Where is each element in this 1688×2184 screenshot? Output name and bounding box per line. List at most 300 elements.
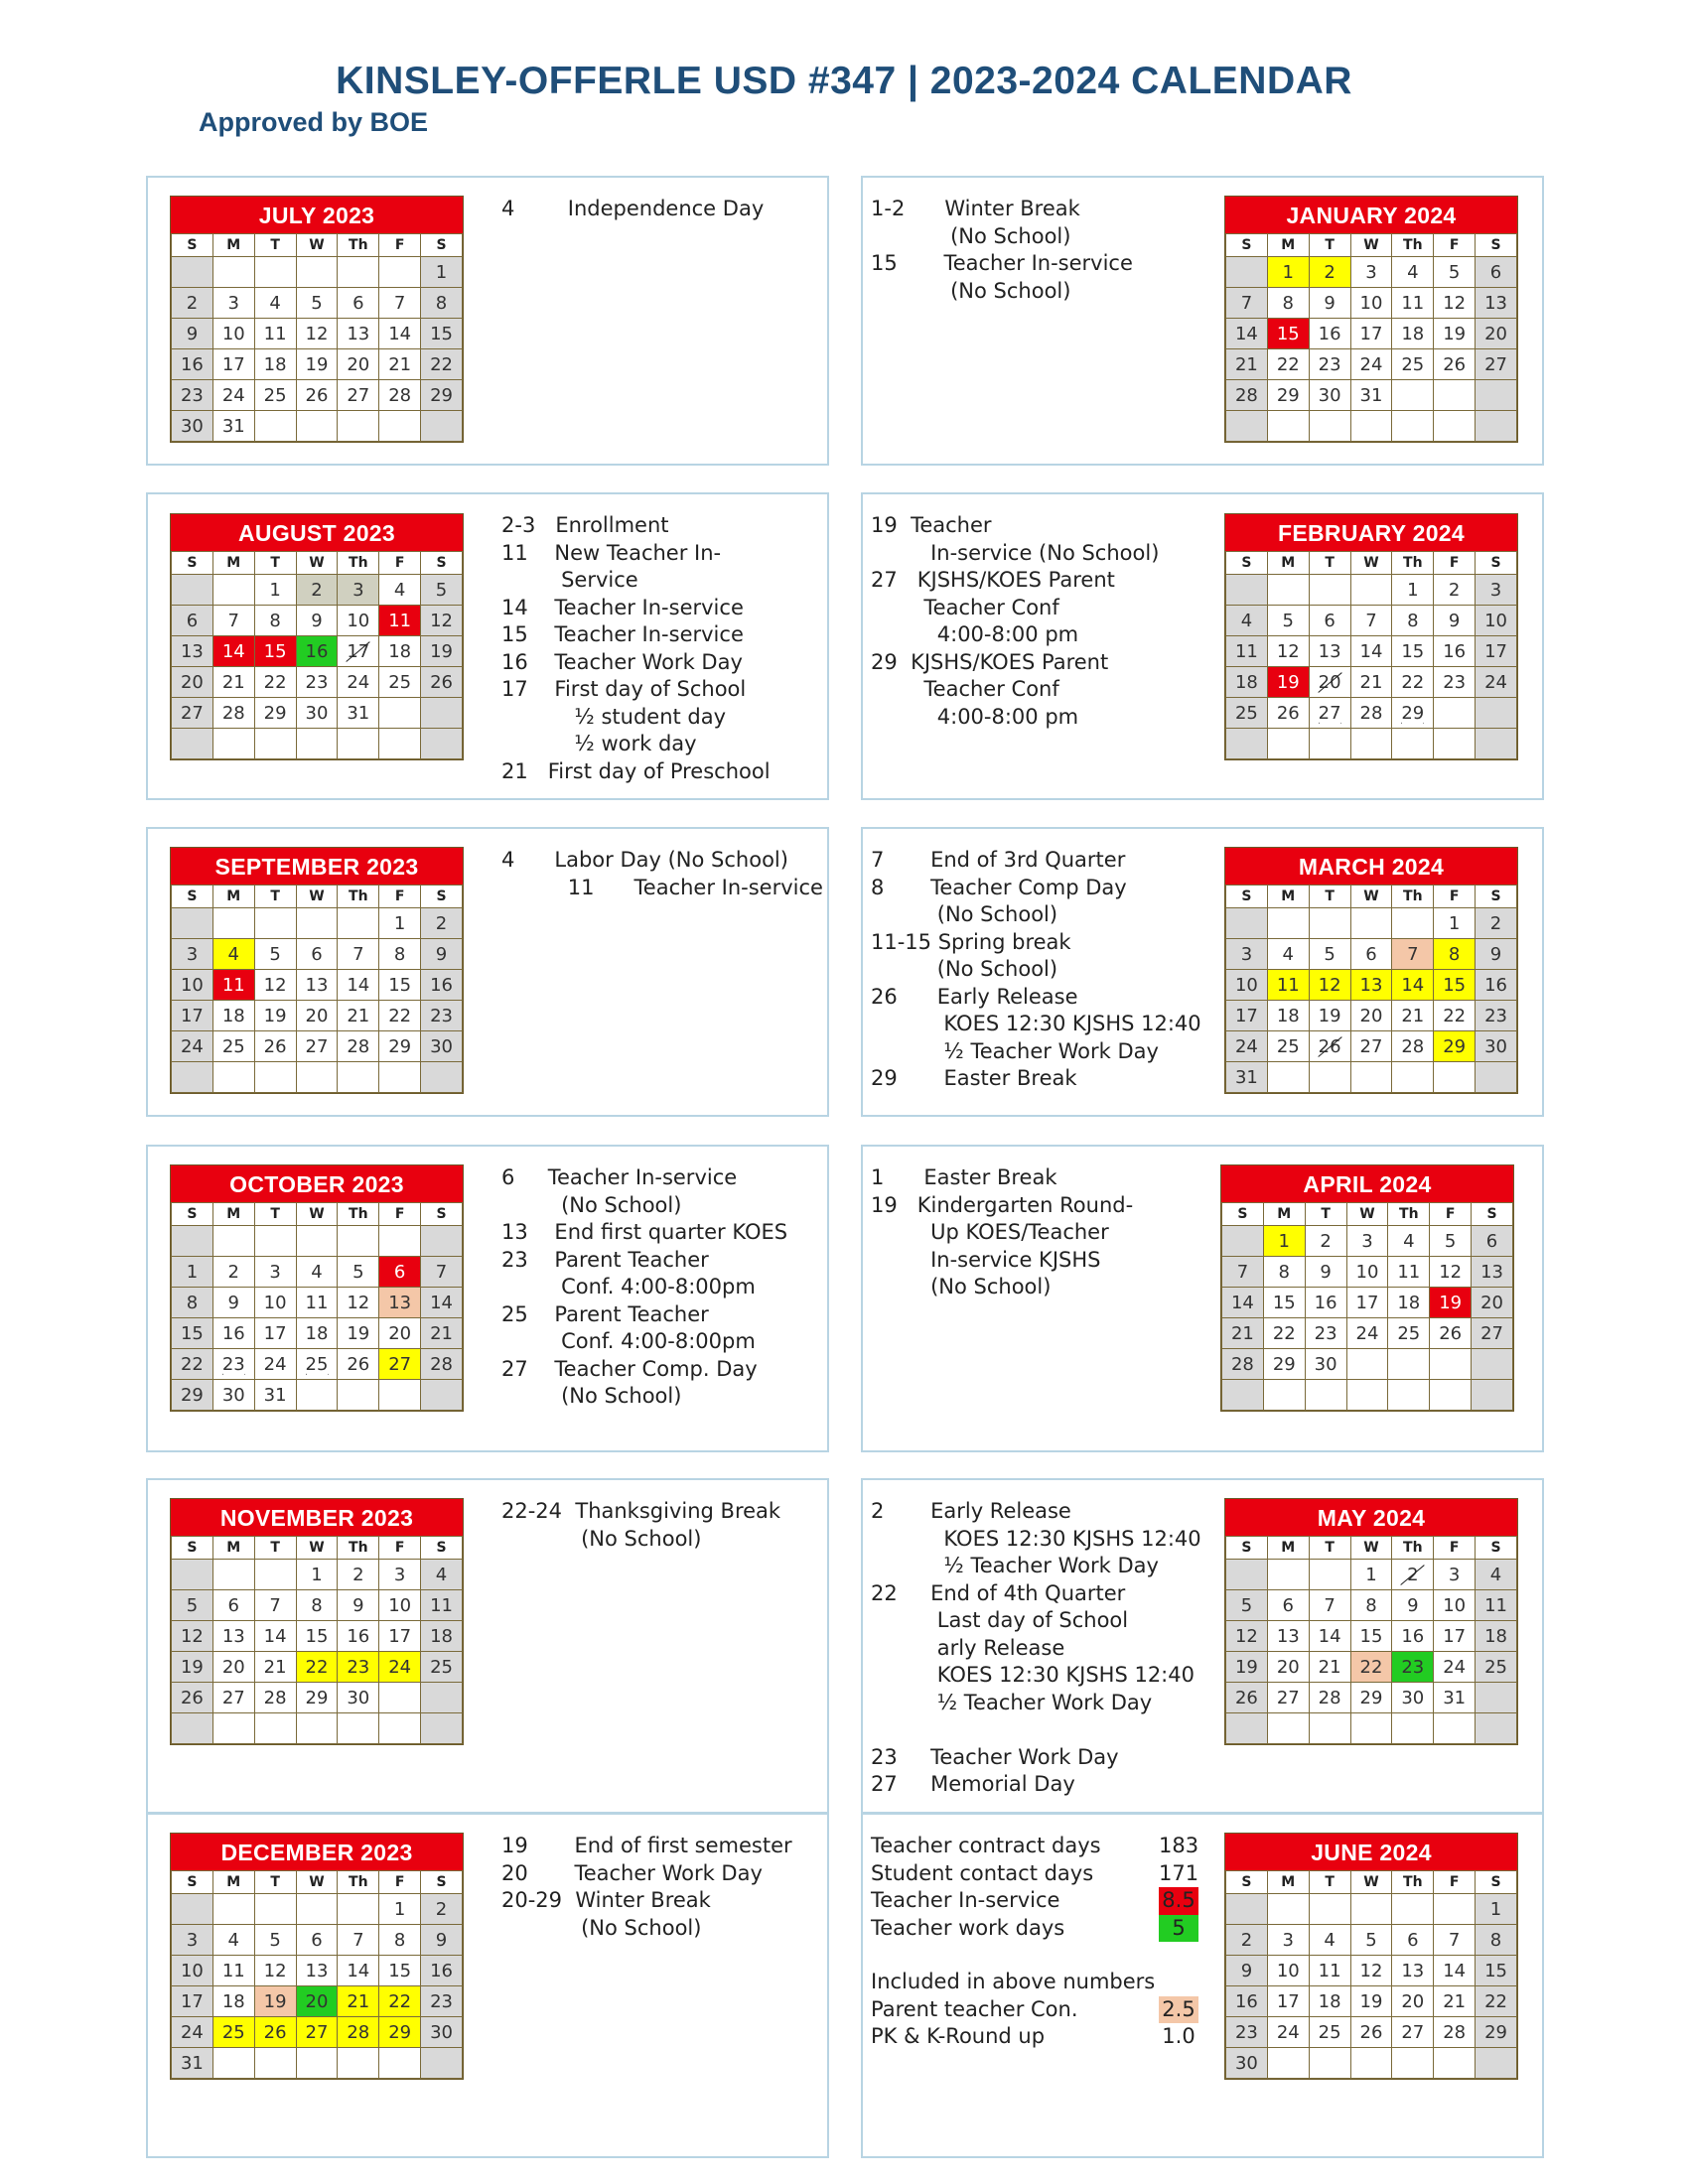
day-cell: 11 [1309, 1956, 1350, 1986]
notes-march [871, 847, 1201, 1093]
note-line: arly Release [871, 1635, 1065, 1660]
day-cell: 21 [1309, 1652, 1350, 1683]
weekday-header: S [421, 552, 463, 575]
day-cell: 8 [172, 1288, 213, 1318]
day-cell: 15 [379, 970, 421, 1001]
weekday-header: S [421, 1537, 463, 1560]
note-line: Conf. 4:00-8:00pm [501, 1275, 756, 1298]
day-cell: 27 [1267, 1683, 1309, 1713]
note-line: In-service KJSHS [871, 1247, 1101, 1272]
day-cell: 13 [296, 1956, 338, 1986]
day-count-summary [871, 1833, 1198, 2051]
day-cell: 16 [212, 1318, 254, 1349]
day-cell: 20 [1472, 1288, 1513, 1318]
day-cell: 19 [1309, 1001, 1350, 1031]
note-line: 7 End of 3rd Quarter [871, 848, 1126, 872]
note-line: 29 KJSHS/KOES Parent [871, 649, 1109, 674]
weekday-header: W [296, 1871, 338, 1894]
day-cell [1476, 380, 1517, 411]
day-cell: 3 [1476, 575, 1517, 606]
day-cell: 26 [1430, 1318, 1472, 1349]
page-subtitle: Approved by BOE [199, 107, 429, 137]
day-cell: 13 [1392, 1956, 1434, 1986]
day-cell: 28 [1309, 1683, 1350, 1713]
day-cell: 30 [338, 1683, 379, 1713]
day-cell: 21 [1392, 1001, 1434, 1031]
day-cell: 12 [1226, 1621, 1268, 1652]
day-cell: 4 [1388, 1226, 1430, 1257]
day-cell: 12 [1430, 1257, 1472, 1288]
note-line: In-service (No School) [871, 540, 1160, 565]
day-cell [1226, 1894, 1268, 1925]
day-cell [1476, 1683, 1517, 1713]
day-cell [296, 1713, 338, 1744]
day-cell: 31 [338, 698, 379, 729]
note-line: KOES 12:30 KJSHS 12:40 [871, 1012, 1201, 1035]
day-cell [1392, 908, 1434, 939]
weekday-header: M [1267, 552, 1309, 575]
day-cell: 19 [1226, 1652, 1268, 1683]
calendar-november-2023 [170, 1498, 464, 1745]
day-cell [379, 1226, 421, 1257]
month-title: AUGUST 2023 [171, 514, 463, 551]
summary-row [871, 1833, 1198, 1860]
day-cell: 15 [1267, 319, 1309, 349]
day-cell: 9 [1309, 288, 1350, 319]
day-cell: 10 [1476, 606, 1517, 636]
day-cell [1476, 1713, 1517, 1744]
month-title: JULY 2023 [171, 197, 463, 233]
day-cell [296, 1380, 338, 1411]
day-cell: 1 [1476, 1894, 1517, 1925]
day-cell: 1 [379, 1894, 421, 1925]
day-cell: 31 [1434, 1683, 1476, 1713]
note-line: 14 Teacher In-service [501, 595, 744, 619]
day-cell: 31 [254, 1380, 296, 1411]
day-cell [1346, 1380, 1388, 1411]
day-cell [1392, 1062, 1434, 1093]
day-cell: 8 [1434, 939, 1476, 970]
day-cell: 27 [1476, 349, 1517, 380]
day-cell: 18 [1226, 667, 1268, 698]
month-title: NOVEMBER 2023 [171, 1499, 463, 1536]
day-cell [338, 1062, 379, 1093]
note-line: Teacher Conf [871, 595, 1059, 619]
day-cell: 9 [212, 1288, 254, 1318]
day-cell [1222, 1380, 1264, 1411]
day-cell: 31 [1350, 380, 1392, 411]
day-cell [1388, 1349, 1430, 1380]
day-cell: 20 [338, 349, 379, 380]
weekday-header: T [254, 886, 296, 908]
day-cell [1222, 1226, 1264, 1257]
day-cell: 20 [379, 1318, 421, 1349]
day-cell: 28 [379, 380, 421, 411]
day-cell: 4 [421, 1560, 463, 1590]
month-title: SEPTEMBER 2023 [171, 848, 463, 885]
day-cell [1226, 411, 1268, 442]
weekday-header: W [296, 1537, 338, 1560]
day-cell [172, 1560, 213, 1590]
day-cell: 12 [254, 970, 296, 1001]
note-line: 26 Early Release [871, 984, 1078, 1009]
day-cell: 23 [421, 1001, 463, 1031]
day-cell [172, 1226, 213, 1257]
day-cell [338, 908, 379, 939]
day-cell: 25 [254, 380, 296, 411]
day-cell: 7 [1309, 1590, 1350, 1621]
day-cell [421, 1062, 463, 1093]
day-cell: 27 [172, 698, 213, 729]
weekday-header: F [379, 886, 421, 908]
day-cell: 9 [1392, 1590, 1434, 1621]
day-cell [1267, 1062, 1309, 1093]
note-line: ½ Teacher Work Day [871, 1554, 1159, 1577]
day-cell: 5 [172, 1590, 213, 1621]
day-cell: 13 [1472, 1257, 1513, 1288]
day-cell: 27 [1392, 2017, 1434, 2048]
day-cell [338, 257, 379, 288]
summary-value: 8.5 [1159, 1887, 1198, 1915]
day-cell: 19 [1434, 319, 1476, 349]
weekday-header: M [212, 1203, 254, 1226]
weekday-header: S [1226, 234, 1268, 257]
note-line: 20-29 Winter Break [501, 1888, 711, 1912]
calendar-july-2023 [170, 196, 464, 443]
day-cell: 28 [338, 1031, 379, 1062]
day-cell [421, 698, 463, 729]
note-line: 19 End of first semester [501, 1834, 792, 1857]
day-cell [296, 257, 338, 288]
day-cell: 29 [379, 2017, 421, 2048]
day-cell: 7 [1350, 606, 1392, 636]
day-cell: 21 [338, 1986, 379, 2017]
day-cell: 18 [254, 349, 296, 380]
day-cell: 28 [338, 2017, 379, 2048]
day-cell: 2 [1309, 257, 1350, 288]
day-cell: 12 [296, 319, 338, 349]
day-cell: 15 [1263, 1288, 1305, 1318]
day-cell: 31 [1226, 1062, 1268, 1093]
day-cell [1472, 1380, 1513, 1411]
day-cell: 8 [1350, 1590, 1392, 1621]
day-cell [1476, 698, 1517, 729]
day-cell [172, 908, 213, 939]
note-line: ½ Teacher Work Day [871, 1038, 1159, 1063]
weekday-header: T [254, 234, 296, 257]
day-cell [1350, 411, 1392, 442]
notes-october [501, 1164, 787, 1411]
day-cell: 30 [1392, 1683, 1434, 1713]
note-line: 11 Teacher In-service [501, 875, 823, 899]
day-cell: 16 [296, 636, 338, 667]
weekday-header: Th [1392, 234, 1434, 257]
day-cell: 27 [338, 380, 379, 411]
day-cell: 9 [421, 939, 463, 970]
day-cell: 5 [1430, 1226, 1472, 1257]
day-cell: 2 [421, 908, 463, 939]
note-line: 4:00-8:00 pm [871, 622, 1079, 646]
day-cell: 12 [1309, 970, 1350, 1001]
day-cell: 17 [338, 636, 379, 667]
day-cell: 25 [379, 667, 421, 698]
day-cell: 17 [1434, 1621, 1476, 1652]
weekday-header: T [1309, 1871, 1350, 1894]
month-title: FEBRUARY 2024 [1225, 514, 1517, 551]
notes-september [501, 847, 823, 901]
weekday-header: T [1309, 234, 1350, 257]
weekday-header: F [379, 552, 421, 575]
day-cell [421, 729, 463, 759]
note-line: (No School) [501, 1915, 702, 1940]
day-cell: 25 [212, 2017, 254, 2048]
summary-row [871, 1887, 1198, 1915]
day-cell: 15 [172, 1318, 213, 1349]
day-cell: 6 [1267, 1590, 1309, 1621]
day-cell: 25 [296, 1349, 338, 1380]
day-cell: 29 [1434, 1031, 1476, 1062]
note-line: 15 Teacher In-service [871, 251, 1133, 275]
note-line: ½ work day [501, 732, 697, 755]
day-cell: 9 [1226, 1956, 1268, 1986]
day-cell: 28 [254, 1683, 296, 1713]
day-cell: 8 [1476, 1925, 1517, 1956]
calendar-august-2023 [170, 513, 464, 760]
day-cell: 31 [212, 411, 254, 442]
weekday-header: S [172, 1537, 213, 1560]
day-cell: 29 [1267, 380, 1309, 411]
day-cell: 18 [1267, 1001, 1309, 1031]
day-cell [1226, 1713, 1268, 1744]
day-cell: 12 [1267, 636, 1309, 667]
day-cell: 26 [338, 1349, 379, 1380]
day-cell: 29 [1263, 1349, 1305, 1380]
day-cell: 24 [1476, 667, 1517, 698]
day-cell [1392, 1894, 1434, 1925]
note-line: Conf. 4:00-8:00pm [501, 1329, 756, 1353]
weekday-header: Th [1392, 1537, 1434, 1560]
day-cell [1434, 380, 1476, 411]
day-cell: 31 [172, 2048, 213, 2079]
day-cell [1392, 2048, 1434, 2079]
day-cell [1430, 1380, 1472, 1411]
summary-label: Teacher contract days [871, 1834, 1101, 1857]
day-cell [212, 908, 254, 939]
day-cell [1309, 411, 1350, 442]
day-cell [212, 257, 254, 288]
day-cell: 9 [338, 1590, 379, 1621]
weekday-header: F [379, 1203, 421, 1226]
day-cell: 16 [421, 970, 463, 1001]
weekday-header: S [421, 1203, 463, 1226]
day-cell: 30 [212, 1380, 254, 1411]
day-cell: 12 [338, 1288, 379, 1318]
day-cell: 14 [1309, 1621, 1350, 1652]
day-cell: 21 [212, 667, 254, 698]
day-cell: 16 [421, 1956, 463, 1986]
day-cell: 4 [1226, 606, 1268, 636]
day-cell: 10 [1226, 970, 1268, 1001]
day-cell: 11 [1267, 970, 1309, 1001]
day-cell: 23 [212, 1349, 254, 1380]
summary-value: 183 [1159, 1834, 1199, 1857]
note-line: 20 Teacher Work Day [501, 1860, 763, 1885]
day-cell: 27 [379, 1349, 421, 1380]
weekday-header: T [254, 1537, 296, 1560]
note-line: 16 Teacher Work Day [501, 649, 743, 674]
day-cell: 30 [1476, 1031, 1517, 1062]
day-cell: 4 [212, 939, 254, 970]
day-cell: 21 [379, 349, 421, 380]
notes-april [871, 1164, 1133, 1301]
day-cell: 4 [379, 575, 421, 606]
calendar-january-2024 [1224, 196, 1518, 443]
weekday-header: F [1434, 234, 1476, 257]
day-cell: 24 [1226, 1031, 1268, 1062]
month-title: MAY 2024 [1225, 1499, 1517, 1536]
day-cell: 27 [212, 1683, 254, 1713]
day-cell [296, 729, 338, 759]
day-cell: 13 [212, 1621, 254, 1652]
day-cell: 14 [1222, 1288, 1264, 1318]
day-cell: 18 [1309, 1986, 1350, 2017]
calendar-june-2024 [1224, 1833, 1518, 2080]
day-cell [254, 908, 296, 939]
day-cell: 8 [379, 939, 421, 970]
day-cell [172, 729, 213, 759]
weekday-header: S [1476, 552, 1517, 575]
day-cell [379, 1380, 421, 1411]
day-cell: 13 [1267, 1621, 1309, 1652]
day-cell [254, 1226, 296, 1257]
summary-label: Included in above numbers [871, 1970, 1156, 1993]
day-cell [1350, 1894, 1392, 1925]
day-cell: 16 [1309, 319, 1350, 349]
note-line: 17 First day of School [501, 677, 747, 701]
day-cell: 18 [1476, 1621, 1517, 1652]
day-cell: 5 [254, 939, 296, 970]
day-cell: 4 [254, 288, 296, 319]
day-cell: 22 [1392, 667, 1434, 698]
day-cell [296, 1062, 338, 1093]
note-line: (No School) [501, 1384, 682, 1408]
day-cell: 26 [296, 380, 338, 411]
day-cell [379, 1713, 421, 1744]
day-cell [1434, 729, 1476, 759]
day-cell: 1 [1434, 908, 1476, 939]
day-cell: 1 [296, 1560, 338, 1590]
day-cell: 12 [172, 1621, 213, 1652]
day-cell: 7 [254, 1590, 296, 1621]
day-cell [212, 1894, 254, 1925]
day-cell: 17 [1267, 1986, 1309, 2017]
day-cell: 2 [296, 575, 338, 606]
day-cell: 7 [338, 1925, 379, 1956]
weekday-header: W [1350, 552, 1392, 575]
day-cell: 8 [296, 1590, 338, 1621]
note-line: (No School) [871, 1275, 1052, 1298]
day-cell: 23 [1309, 349, 1350, 380]
day-cell: 26 [254, 1031, 296, 1062]
day-cell [379, 698, 421, 729]
day-cell [254, 1560, 296, 1590]
day-cell: 25 [1476, 1652, 1517, 1683]
weekday-header: T [254, 1203, 296, 1226]
day-cell: 14 [1434, 1956, 1476, 1986]
day-cell: 11 [1226, 636, 1268, 667]
weekday-header: S [1222, 1203, 1264, 1226]
day-cell: 11 [379, 606, 421, 636]
day-cell: 2 [1226, 1925, 1268, 1956]
summary-row [871, 1996, 1198, 2024]
day-cell: 29 [254, 698, 296, 729]
day-cell [379, 257, 421, 288]
day-cell: 19 [172, 1652, 213, 1683]
day-cell: 28 [1392, 1031, 1434, 1062]
day-cell: 4 [1309, 1925, 1350, 1956]
day-cell: 10 [1434, 1590, 1476, 1621]
day-cell [1350, 575, 1392, 606]
weekday-header: S [1226, 886, 1268, 908]
day-cell: 24 [1267, 2017, 1309, 2048]
weekday-header: F [379, 1871, 421, 1894]
day-cell: 4 [1392, 257, 1434, 288]
day-cell: 30 [172, 411, 213, 442]
day-cell: 13 [1309, 636, 1350, 667]
day-cell: 2 [338, 1560, 379, 1590]
day-cell [338, 411, 379, 442]
note-line: (No School) [871, 278, 1071, 303]
day-cell [1392, 411, 1434, 442]
note-line: Up KOES/Teacher [871, 1220, 1109, 1244]
page-title: KINSLEY-OFFERLE USD #347 | 2023-2024 CALENDAR [336, 60, 1352, 102]
weekday-header: T [254, 1871, 296, 1894]
note-line: 25 Parent Teacher [501, 1301, 709, 1326]
day-cell: 6 [1309, 606, 1350, 636]
day-cell: 12 [421, 606, 463, 636]
day-cell [1434, 1894, 1476, 1925]
day-cell: 20 [1309, 667, 1350, 698]
day-cell [1388, 1380, 1430, 1411]
weekday-header: W [296, 552, 338, 575]
day-cell [338, 1713, 379, 1744]
day-cell: 3 [172, 1925, 213, 1956]
day-cell: 29 [172, 1380, 213, 1411]
day-cell: 7 [338, 939, 379, 970]
day-cell: 14 [338, 970, 379, 1001]
day-cell [1350, 2048, 1392, 2079]
day-cell: 18 [1392, 319, 1434, 349]
day-cell [1434, 1062, 1476, 1093]
day-cell: 23 [421, 1986, 463, 2017]
day-cell: 15 [296, 1621, 338, 1652]
day-cell: 21 [1434, 1986, 1476, 2017]
note-line: (No School) [871, 957, 1058, 981]
weekday-header: S [1472, 1203, 1513, 1226]
day-cell: 6 [379, 1257, 421, 1288]
summary-value: 171 [1159, 1860, 1199, 1885]
day-cell: 8 [379, 1925, 421, 1956]
day-cell: 11 [254, 319, 296, 349]
day-cell: 14 [1350, 636, 1392, 667]
day-cell: 4 [1267, 939, 1309, 970]
summary-label: Student contact days [871, 1860, 1094, 1885]
calendar-december-2023 [170, 1833, 464, 2080]
day-cell: 28 [1350, 698, 1392, 729]
day-cell [379, 1062, 421, 1093]
day-cell: 6 [1476, 257, 1517, 288]
weekday-header: S [172, 234, 213, 257]
